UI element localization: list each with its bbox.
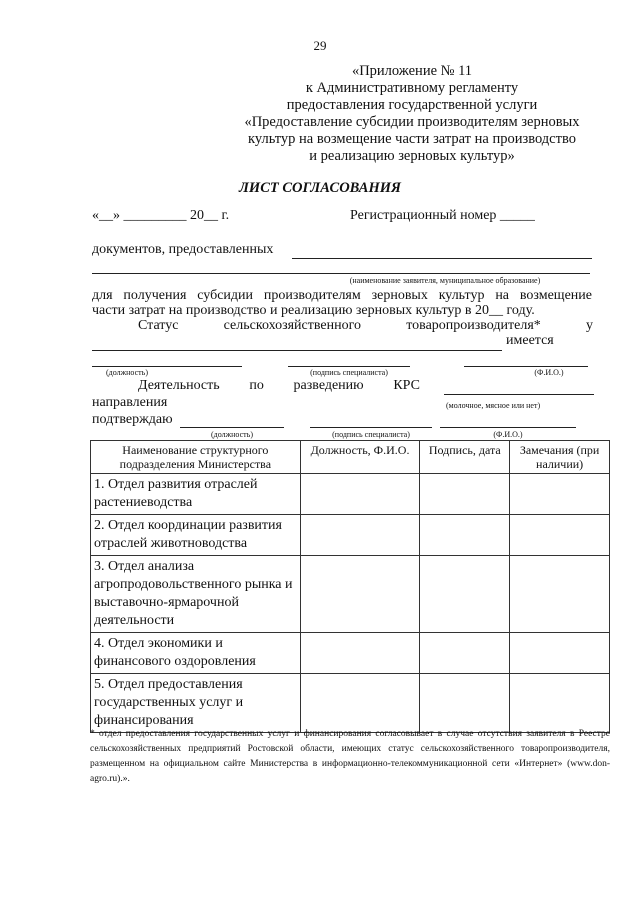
position-name-cell[interactable]	[300, 474, 420, 515]
caption-signature-1: (подпись специалиста)	[310, 368, 388, 377]
position-name-cell[interactable]	[300, 674, 420, 733]
direction-entry-line[interactable]	[444, 394, 594, 395]
annex-line: культур на возмещение части затрат на производство	[248, 131, 576, 147]
position-name-cell[interactable]	[300, 633, 420, 674]
position-line-2[interactable]	[180, 427, 284, 428]
status-line	[138, 318, 593, 334]
department-cell: 4. Отдел экономики и финансового оздоровления	[91, 633, 301, 674]
header-department: Наименование структурного подразделения Министерства	[91, 441, 301, 474]
annex-header	[232, 63, 592, 165]
header-signature-date: Подпись, дата	[420, 441, 510, 474]
date-field[interactable]: «__» _________ 20__ г.	[92, 208, 230, 223]
name-line-1[interactable]	[464, 366, 588, 367]
direction-label: направления	[92, 395, 168, 410]
name-line-2[interactable]	[440, 427, 576, 428]
remarks-cell[interactable]	[510, 633, 610, 674]
table-row	[91, 674, 610, 733]
documents-label: документов, предоставленных	[92, 242, 274, 257]
caption-position-1: (должность)	[106, 368, 148, 377]
signature-date-cell[interactable]	[420, 556, 510, 633]
annex-line: и реализацию зерновых культур»	[309, 148, 515, 164]
purpose-text-line-2: части затрат на производство и реализацию зерновых культур в 20__ году.	[92, 303, 535, 318]
purpose-text-line-1: для получения субсидии производителям зерновых культур на возмещение	[92, 288, 592, 303]
signature-date-cell[interactable]	[420, 633, 510, 674]
header-remarks: Замечания (при наличии)	[510, 441, 610, 474]
applicant-line-1[interactable]	[292, 258, 592, 259]
activity-word: Деятельность	[138, 378, 220, 393]
annex-line: «Приложение № 11	[351, 63, 473, 79]
status-word: товаропроизводителя*	[406, 318, 541, 333]
signature-date-cell[interactable]	[420, 515, 510, 556]
activity-word: по	[249, 378, 264, 393]
department-cell: 5. Отдел предоставления государственных услуг и финансирования	[91, 674, 301, 733]
signature-line-1[interactable]	[288, 366, 410, 367]
department-cell: 2. Отдел координации развития отраслей животноводства	[91, 515, 301, 556]
status-word: Статус	[138, 318, 179, 333]
registration-number-field[interactable]: Регистрационный номер _____	[350, 208, 535, 223]
table-row	[91, 515, 610, 556]
caption-signature-2: (подпись специалиста)	[332, 430, 410, 439]
department-cell: 3. Отдел анализа агропродовольственного рынка и выставочно-ярмарочной деятельности	[91, 556, 301, 633]
direction-caption: (молочное, мясное или нет)	[446, 401, 541, 410]
document-title: ЛИСТ СОГЛАСОВАНИЯ	[238, 180, 402, 196]
position-name-cell[interactable]	[300, 556, 420, 633]
status-entry-line[interactable]	[92, 350, 502, 351]
caption-name-1: (Ф.И.О.)	[534, 368, 564, 377]
remarks-cell[interactable]	[510, 556, 610, 633]
annex-line: «Предоставление субсидии производителям зерновых	[244, 114, 580, 130]
remarks-cell[interactable]	[510, 474, 610, 515]
annex-line: предоставления государственной услуги	[286, 97, 538, 113]
applicant-line-2[interactable]	[92, 273, 590, 274]
footnote: * отдел предоставления государственных услуг и финансирования согласовывает в случае отсутствия заявителя в Реестре сельскохозяйственных предприятий Ростовской области, имеющих статус сельскохозяйственного товаропроизводителя, размещенном на официальном сайте Министерства в информационно-телекоммуникационной сети «Интернет» (www.don-agro.ru).».	[90, 729, 610, 784]
annex-line: к Административному регламенту	[305, 80, 519, 96]
caption-name-2: (Ф.И.О.)	[493, 430, 523, 439]
remarks-cell[interactable]	[510, 515, 610, 556]
approval-table	[90, 440, 610, 733]
signature-date-cell[interactable]	[420, 474, 510, 515]
activity-word: разведению	[293, 378, 364, 393]
table-row	[91, 633, 610, 674]
activity-line	[138, 378, 420, 394]
status-word: у	[586, 318, 593, 333]
position-name-cell[interactable]	[300, 515, 420, 556]
position-line-1[interactable]	[92, 366, 242, 367]
status-word: сельскохозяйственного	[223, 318, 361, 333]
table-header-row	[91, 441, 610, 474]
applicant-caption: (наименование заявителя, муниципальное образование)	[349, 276, 541, 285]
table-row	[91, 474, 610, 515]
signature-date-cell[interactable]	[420, 674, 510, 733]
remarks-cell[interactable]	[510, 674, 610, 733]
header-position-name: Должность, Ф.И.О.	[300, 441, 420, 474]
department-cell: 1. Отдел развития отраслей растениеводства	[91, 474, 301, 515]
page-number: 29	[313, 38, 327, 53]
status-has-text: имеется	[506, 333, 554, 348]
caption-position-2: (должность)	[211, 430, 253, 439]
table-row	[91, 556, 610, 633]
activity-word: КРС	[393, 378, 420, 393]
signature-line-2[interactable]	[310, 427, 432, 428]
confirm-label: подтверждаю	[92, 412, 173, 427]
